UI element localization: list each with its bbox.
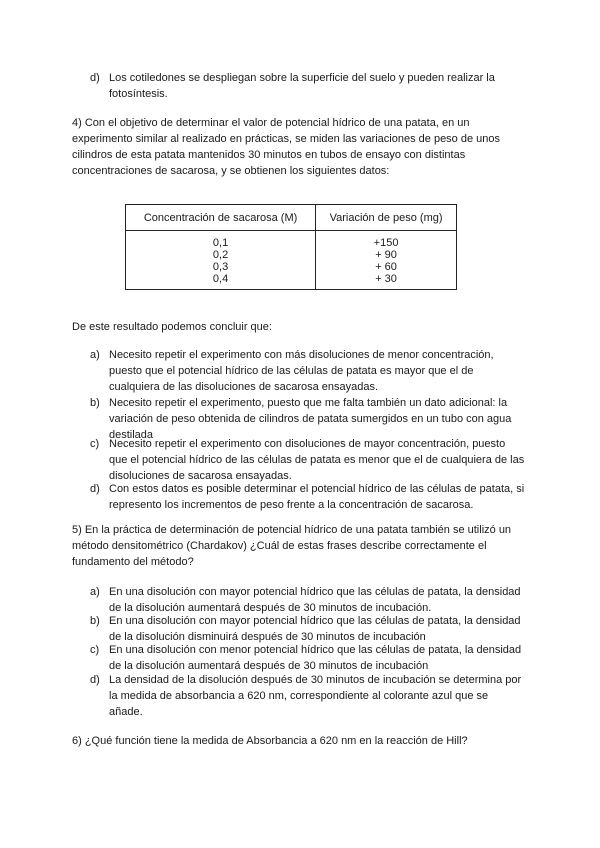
text-line: de la disolución aumentará después de 30 minutos de incubación (109, 660, 429, 672)
text-line: fotosíntesis. (109, 88, 168, 100)
data-table (125, 204, 457, 290)
text-line: destilada (109, 429, 154, 441)
option-label: a) (90, 349, 100, 361)
value: +150 (373, 237, 399, 249)
text-line: añade. (109, 706, 143, 718)
text-line: represento los incrementos de peso frente a la concentración de sacarosa. (109, 499, 474, 511)
value: 0,4 (212, 273, 229, 285)
weight-cell (316, 231, 457, 290)
text-line: cilindros de esta patata mantenidos 30 minutos en tubos de ensayo con distintas (72, 149, 466, 161)
text-line: puesto que el potencial hídrico de las células de patata es mayor que el de (109, 365, 474, 377)
text-line: En una disolución con menor potencial hídrico que las células de patata, la densidad (109, 644, 522, 656)
value: + 30 (375, 273, 397, 285)
text-line: variación de peso obtenida de cilindros de patata sumergidos en un tubo con agua (109, 413, 512, 425)
option-label: b) (90, 615, 100, 627)
text-line: método densitométrico (Chardakov) ¿Cuál de estas frases describe correctamente el (72, 540, 487, 552)
text-line: de la disolución aumentará después de 30 minutos de incubación. (109, 602, 432, 614)
option-text (109, 613, 521, 645)
text-line: Necesito repetir el experimento con disoluciones de mayor concentración, puesto (109, 438, 506, 450)
column-header-weight: Variación de peso (mg) (316, 205, 457, 231)
text-line: Con estos datos es posible determinar el potencial hídrico de las células de patata, si (109, 483, 525, 495)
option-label: c) (90, 438, 100, 450)
value: 0,1 (212, 237, 229, 249)
option-text (109, 347, 494, 395)
text-line: Necesito repetir el experimento, puesto que me falta también un dato adicional: la (109, 397, 508, 409)
conclusion-prompt: De este resultado podemos concluir que: (72, 321, 272, 333)
text-line: que el potencial hídrico de las células de patata es menor que el de cualquiera de las (109, 454, 525, 466)
text-line: La densidad de la disolución después de 30 minutos de incubación se determina por (109, 674, 522, 686)
text-line: cualquiera de las disoluciones de sacarosa ensayadas. (109, 381, 379, 393)
value: 0,3 (212, 261, 229, 273)
text-line: de la disolución disminuirá después de 30 minutos de incubación (109, 631, 426, 643)
value: 0,2 (212, 249, 229, 261)
option-text (109, 436, 524, 484)
text-line: experimento similar al realizado en prácticas, se miden las variaciones de peso de unos (72, 133, 501, 145)
option-text (109, 672, 521, 720)
option-label: d) (90, 483, 100, 495)
question-5 (72, 522, 511, 570)
option-label: b) (90, 397, 100, 409)
option-text (109, 481, 524, 513)
value: + 90 (375, 249, 397, 261)
question-6: 6) ¿Qué función tiene la medida de Absorbancia a 620 nm en la reacción de Hill? (72, 735, 468, 747)
concentration-cell (126, 231, 316, 290)
text-line: disoluciones de sacarosa ensayadas. (109, 470, 292, 482)
option-label: d) (90, 674, 100, 686)
text-line: concentraciones de sacarosa, y se obtienen los siguientes datos: (72, 165, 390, 177)
question-4 (72, 115, 500, 179)
text-line: 5) En la práctica de determinación de potencial hídrico de una patata también se utilizó un (72, 524, 512, 536)
text-line: Los cotiledones se despliegan sobre la superficie del suelo y pueden realizar la (109, 72, 495, 84)
option-label: d) (90, 72, 100, 84)
option-label: a) (90, 586, 100, 598)
text-line: 4) Con el objetivo de determinar el valor de potencial hídrico de una patata, en un (72, 117, 470, 129)
option-text (109, 642, 521, 674)
text-line: Necesito repetir el experimento con más disoluciones de menor concentración, (109, 349, 494, 361)
text-line: En una disolución con mayor potencial hídrico que las células de patata, la densidad (109, 615, 521, 627)
text-line: fundamento del método? (72, 556, 194, 568)
option-text (109, 70, 495, 102)
text-line: la medida de absorbancia a 620 nm, correspondiente al colorante azul que se (109, 690, 489, 702)
value: + 60 (375, 261, 397, 273)
option-label: c) (90, 644, 100, 656)
option-text (109, 584, 521, 616)
text-line: En una disolución con mayor potencial hídrico que las células de patata, la densidad (109, 586, 521, 598)
column-header-concentration: Concentración de sacarosa (M) (126, 205, 316, 231)
